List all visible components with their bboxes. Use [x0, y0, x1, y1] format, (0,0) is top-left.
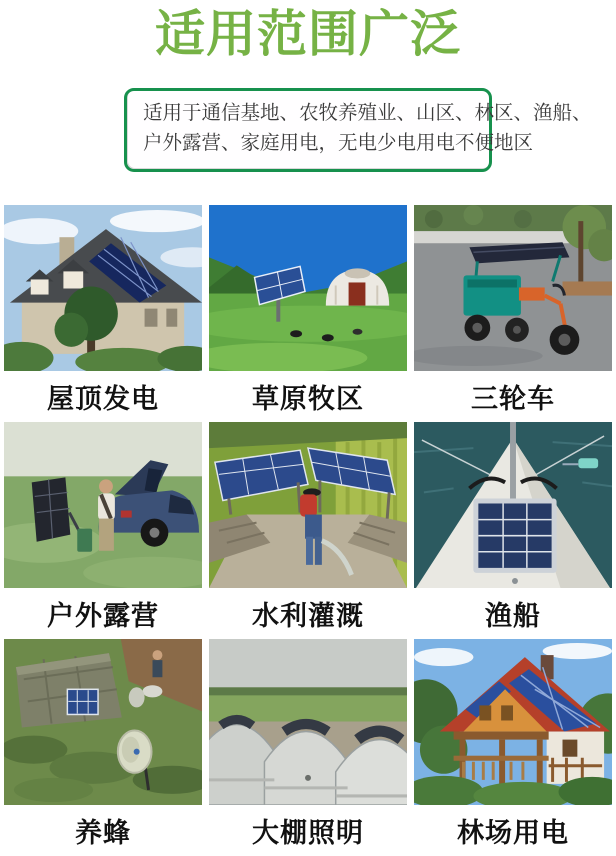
forest-house-solar-photo: [414, 639, 612, 805]
gallery-item-irrigation: [209, 422, 407, 639]
gallery-item-beekeeping: [4, 639, 202, 856]
photo-caption: 水利灌溉: [252, 601, 364, 631]
photo-caption: 草原牧区: [252, 384, 364, 414]
photo-caption: 大棚照明: [252, 818, 364, 848]
application-gallery: [0, 205, 616, 856]
greenhouse-solar-photo: [209, 639, 407, 805]
gallery-item-boat: [414, 422, 612, 639]
page-title: 适用范围广泛: [155, 6, 461, 62]
intro-line-2: 户外露营、家庭用电，无电少电用电不便地区: [143, 133, 534, 154]
solar-irrigation-photo: [209, 422, 407, 588]
boat-solar-panel-photo: [414, 422, 612, 588]
intro-line-1: 适用于通信基地、农牧养殖业、山区、林区、渔船、: [143, 103, 592, 124]
gallery-item-forest-house: [414, 639, 612, 856]
beekeeping-camp-photo: [4, 639, 202, 805]
photo-caption: 户外露营: [47, 601, 159, 631]
gallery-item-camping: [4, 422, 202, 639]
gallery-item-tricycle: [414, 205, 612, 422]
gallery-item-greenhouse: [209, 639, 407, 856]
photo-caption: 渔船: [485, 601, 541, 631]
camping-car-solar-photo: [4, 422, 202, 588]
photo-caption: 养蜂: [75, 818, 131, 848]
rooftop-solar-house-photo: [4, 205, 202, 371]
gallery-item-rooftop: [4, 205, 202, 422]
photo-caption: 林场用电: [457, 818, 569, 848]
intro-box: [124, 88, 592, 172]
solar-tricycle-photo: [414, 205, 612, 371]
gallery-item-grassland: [209, 205, 407, 422]
photo-caption: 三轮车: [471, 384, 555, 414]
photo-caption: 屋顶发电: [47, 384, 159, 414]
grassland-yurt-solar-photo: [209, 205, 407, 371]
